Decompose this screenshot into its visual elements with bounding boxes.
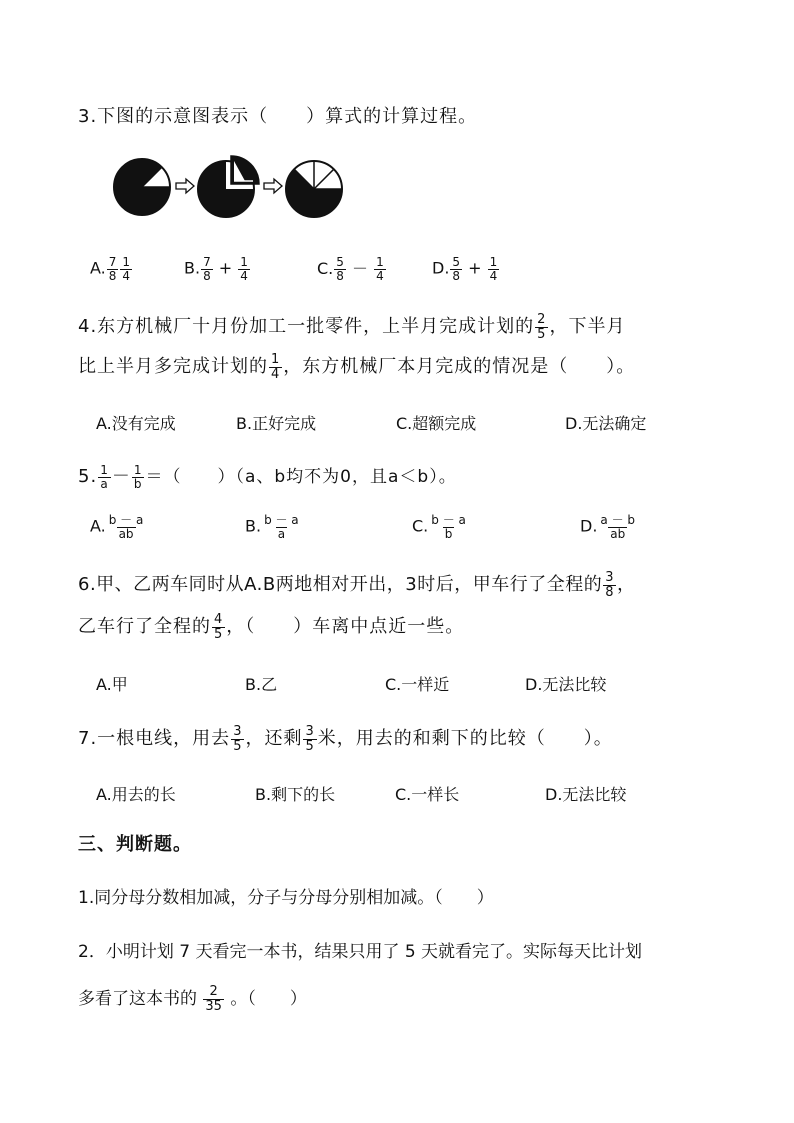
numerator: 3 [305,723,315,739]
q4-text: 4.东方机械厂十月份加工一批零件，上半月完成计划的 [78,316,535,337]
operator: + [218,258,233,278]
denominator: 8 [605,584,614,600]
q4-text: 比上半月多完成计划的 [78,356,268,377]
denominator: 4 [240,268,248,283]
option-label: A. [90,516,106,536]
numerator: b － a [431,513,466,527]
q6-line1 [78,570,635,599]
numerator: 1 [133,462,143,477]
numerator: 7 [108,255,117,269]
numerator: b － a [264,513,299,527]
q7-text: 7.一根电线，用去 [78,728,231,749]
q4-option-c[interactable]: C.超额完成 [396,414,477,433]
q6-text: 乙车行了全程的 [78,616,211,637]
q7-text: ，还剩 [245,728,303,749]
numerator: 1 [240,255,248,269]
numerator: 7 [203,255,211,269]
denominator: 8 [336,269,344,283]
q3-option-b[interactable] [184,256,251,282]
numerator: 2 [537,311,547,327]
option-label: A. [90,258,106,278]
denominator: a [277,526,286,541]
numerator: 5 [336,255,344,270]
denominator: 5 [305,738,315,754]
option-label: D. [580,516,598,536]
denominator: b [133,476,143,491]
q5-option-c[interactable] [412,514,469,540]
option-label: C. [317,259,334,278]
numerator: 1 [376,255,384,270]
q3-option-c[interactable] [317,256,387,283]
option-label: B. [245,516,262,536]
q7-text: 米，用去的和剩下的比较（ ）。 [317,728,613,749]
numerator: 5 [452,255,461,269]
judge-item-2-line1: 2．小明计划 7 天看完一本书，结果只用了 5 天就看完了。实际每天比计划 [78,942,643,962]
numerator: 1 [271,351,281,367]
q5-option-b[interactable] [245,514,302,540]
q5-number: 5. [78,466,98,487]
denominator: 4 [122,268,131,283]
q6-option-b[interactable]: B.乙 [245,675,278,694]
q7-stem [78,724,613,753]
pie-seven-eighths [114,159,170,215]
q6-option-a[interactable]: A.甲 [96,675,128,694]
pie-five-eighths [286,161,342,217]
option-label: B. [184,258,201,278]
denominator: 5 [233,738,243,754]
option-label: C. [412,516,429,536]
q4-line1 [78,312,625,341]
denominator: 8 [108,268,117,283]
q4-option-d[interactable]: D.无法确定 [565,414,647,433]
judge-item-1: 1.同分母分数相加减，分子与分母分别相加减。（ ） [78,888,494,908]
q5-stem [78,462,457,490]
q6-text: ，（ ）车离中点近一些。 [226,616,465,637]
denominator: 4 [271,366,281,382]
denominator: 8 [452,268,461,283]
q4-text: ，东方机械厂本月完成的情况是（ ）。 [283,356,636,377]
numerator: 1 [489,255,498,269]
judge-text: 。（ ） [230,989,307,1009]
numerator: 3 [605,569,614,585]
numerator: 1 [122,255,131,269]
denominator: ab [610,526,626,541]
q7-option-b[interactable]: B.剩下的长 [255,785,336,804]
denominator: 8 [203,268,211,283]
q5-option-a[interactable] [90,514,146,540]
numerator: 3 [233,723,243,739]
numerator: 1 [100,462,109,477]
q4-text: ，下半月 [549,316,626,337]
q3-diagram [108,153,408,233]
q6-option-d[interactable]: D.无法比较 [525,675,607,694]
denominator: 4 [489,268,498,283]
q6-option-c[interactable]: C.一样近 [385,675,450,694]
q7-option-a[interactable]: A.用去的长 [96,785,176,804]
q4-option-a[interactable]: A.没有完成 [96,414,176,433]
q7-option-c[interactable]: C.一样长 [395,785,460,804]
q6-text: ， [616,574,636,595]
hollow-right-arrow-icon [176,179,194,193]
judge-text: 多看了这本书的 [78,989,197,1009]
numerator: b － a [108,513,144,527]
denominator: 5 [537,326,547,342]
operator: + [468,258,482,278]
q3-option-a[interactable] [90,256,133,282]
numerator: a － b [600,513,636,527]
numerator: 4 [214,611,224,627]
judge-item-2-line2 [78,984,307,1013]
denominator: 5 [214,626,224,642]
numerator: 2 [209,983,218,999]
q3-option-d[interactable] [432,256,500,282]
q4-option-b[interactable]: B.正好完成 [236,414,317,433]
q6-text: 6.甲、乙两车同时从A.B两地相对开出，3时后，甲车行了全程的 [78,574,603,595]
operator: － [352,259,369,278]
q5-option-d[interactable] [580,514,638,540]
q4-line2 [78,352,635,381]
option-label: D. [432,258,450,278]
section3-heading: 三、判断题。 [78,834,192,855]
operator: － [111,466,131,487]
q3-stem: 3.下图的示意图表示（ ）算式的计算过程。 [78,106,478,127]
hollow-right-arrow-icon [264,179,282,193]
denominator: a [100,476,109,491]
denominator: b [444,526,453,541]
q5-text: ＝（ ）（a、b均不为0，且a＜b）。 [145,467,457,487]
pie-split-quarter [198,156,259,217]
denominator: ab [118,526,134,541]
q7-option-d[interactable]: D.无法比较 [545,785,627,804]
denominator: 35 [205,998,222,1014]
denominator: 4 [376,269,384,283]
q6-line2 [78,612,464,641]
